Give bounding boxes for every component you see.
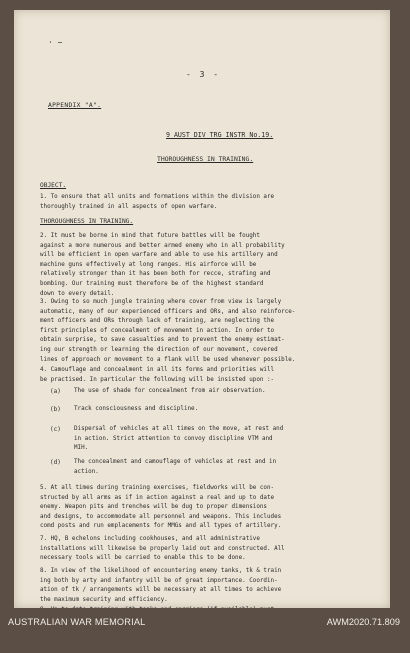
item-d [74,458,276,477]
paragraph-line: 1. To ensure that all units and formations within the division are [40,194,275,200]
paragraph-line: machine guns effectively at long ranges. His airforce will be [40,261,257,268]
paragraph-line: ing both by arty and infantry will be of great importance. Coordin- [40,577,278,584]
thoroughness-heading: THOROUGHNESS IN TRAINING. [40,218,134,225]
paragraph-2 [40,232,374,299]
paragraph-7 [40,535,374,564]
paragraph-line: 4. Camouflage and concealment in all its forms and priorities will [40,367,275,373]
paragraph-1 [40,193,374,212]
paragraph-line: comd posts and run emplacements for MMGs and all types of artillery. [40,523,282,530]
accession-number: AWM2020.71.809 [326,617,400,627]
object-heading: OBJECT. [40,182,67,189]
paragraph-9 [40,606,374,608]
paragraph-line: installations will likewise be properly laid out and constructed. All [40,545,285,552]
paragraph-line: against a more numerous and better armed enemy who in all probability [40,242,285,249]
paragraph-line: lines of approach or movement to a flank will be used whenever possible. [40,356,296,363]
paragraph-line: 8. In view of the likelihood of encountering enemy tanks, tk & train [40,568,282,574]
item-line: The use of shade for concealment from air observation. [74,388,266,394]
item-a [74,387,266,397]
institution-label: AUSTRALIAN WAR MEMORIAL [8,617,146,627]
instruction-title: 9 AUST DIV TRG INSTR No.19. [166,131,274,139]
appendix-heading: APPENDIX "A". [48,102,102,109]
subject-title: THOROUGHNESS IN TRAINING. [157,155,254,163]
paragraph-line: automatic, many of our experienced officers and ORs, and also reinforce- [40,308,296,315]
item-line: MIH. [74,445,89,452]
paragraph-line: will be efficient in open warfare and able to use his artillery and [40,252,278,259]
item-line: Track consciousness and discipline. [74,406,199,412]
paragraph-line: 7. HQ, B echelons including cookhouses, and all administrative [40,536,260,542]
paragraph-5 [40,484,374,532]
item-line: in action. Strict attention to convoy discipline VTM and [74,435,273,442]
pencil-mark-icon: ⋅ ∼ [48,38,63,47]
item-line: action. [74,468,99,475]
paragraph-line: 5. At all times during training exercises, fieldworks will be con- [40,485,275,491]
paragraph-line: down to every detail. [40,290,115,297]
paragraph-line: relatively stronger than it has been both for recce, strafing and [40,271,271,278]
paragraph-line: ment officers and ORs through lack of training, are neglecting the [40,318,275,325]
item-line: Dispersal of vehicles at all times on the move, at rest and [74,426,284,432]
paragraph-8 [40,567,374,605]
paragraph-line: 3. Owing to so much jungle training where cover from view is largely [40,299,282,305]
paragraph-line: structed by all arms as if in action against a real and up to date [40,494,275,501]
paragraph-4 [40,366,374,385]
footer-bar [0,612,410,653]
document-page [14,10,390,608]
item-letter-b: (b) [50,406,61,413]
paragraph-line: the maximum security and efficiency. [40,596,168,603]
paragraph-line: ing our strength or learning the direction of our movement, covered [40,346,278,353]
paragraph-line: bombing. Our training must therefore be of the highest standard [40,280,264,287]
paragraph-line: first principles of concealment of movement in action. In order to [40,327,275,334]
paragraph-line: ation of tk / arrangements will be necessary at all times to achieve [40,587,282,594]
page-number: - 3 - [186,70,221,79]
paragraph-line: thoroughly trained in all aspects of open warfare. [40,203,218,210]
paragraph-line: obtain surprise, to save casualties and to prevent the enemy estimat- [40,337,285,344]
item-c [74,425,283,454]
paragraph-3 [40,298,374,365]
item-letter-a: (a) [50,388,61,395]
paragraph-line: enemy. Weapon pits and trenches will be dug to proper dimensions [40,504,267,511]
item-line: The concealment and camouflage of vehicles at rest and in [74,459,277,465]
paragraph-line: be practised. In particular the following will be insisted upon :- [40,376,275,383]
paragraph-line: and designs, to accommodate all personnel and weapons. This includes [40,513,282,520]
item-b [74,405,198,415]
paragraph-line: necessary tools will be carried to enable this to be done. [40,555,246,562]
paragraph-line [40,606,374,608]
item-letter-d: (d) [50,459,61,466]
paragraph-line: 2. It must be borne in mind that future battles will be fought [40,233,260,239]
item-letter-c: (c) [50,426,61,433]
